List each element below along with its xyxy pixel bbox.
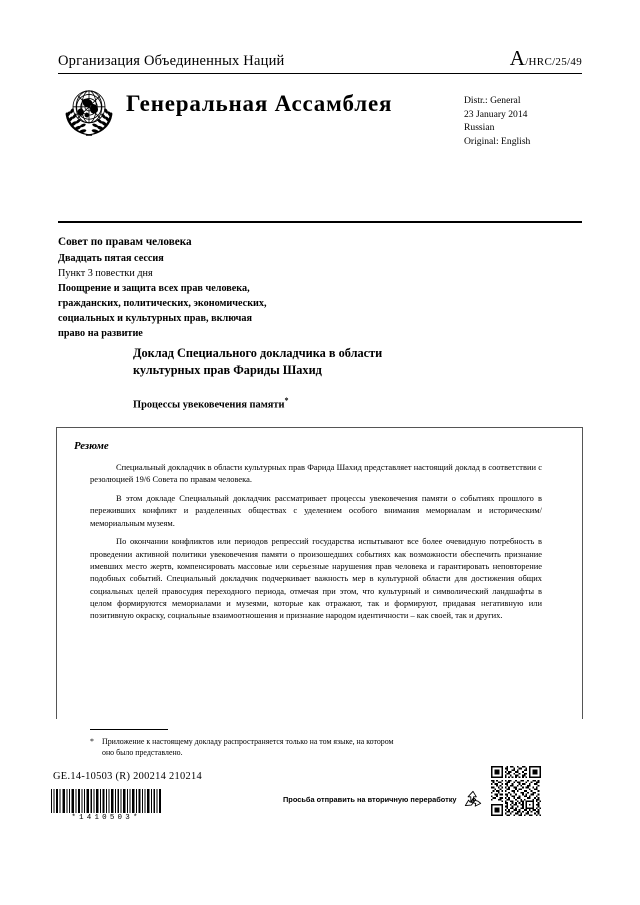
barcode-digits: *1410503* [71,814,141,822]
session-block [58,234,388,341]
masthead-divider [58,73,582,74]
agenda-title-line-3: социальных и культурных прав, включая [58,312,252,324]
footnote-text-line-1: Приложение к настоящему докладу распространяется только на том языке, на котором [102,737,394,746]
distribution-original: Original: English [464,135,531,147]
distribution-language: Russian [464,122,495,134]
council-name: Совет по правам человека [58,236,192,248]
summary-label: Резюме [74,440,109,452]
document-symbol-letter: A [509,46,526,70]
summary-paragraph: В этом докладе Специальный докладчик рассматривает процессы увековечения памяти о событиях прошлого в переживших конфликт и разделенных обществах с уделением особого внимания мемориалам и историческим/мемориальным музеям. [90,493,542,528]
barcode [50,789,162,822]
report-subtitle-text: Процессы увековечения памяти [133,399,285,411]
agenda-title-line-2: гражданских, политических, экономических, [58,297,267,309]
session-number: Двадцать пятая сессия [58,252,164,264]
report-title-line-1: Доклад Специального докладчика в области [133,346,383,360]
document-symbol [510,48,582,69]
masthead-bottom-row [58,82,582,148]
summary-body [90,461,542,622]
agenda-title-line-1: Поощрение и защита всех прав человека, [58,282,250,294]
masthead-top-row [58,48,582,70]
job-number: GE.14-10503 (R) 200214 210214 [53,771,202,782]
agenda-title-line-4: право на развитие [58,328,143,340]
recycle-note: Просьба отправить на вторичную переработку [283,795,457,804]
un-emblem-icon [58,84,120,140]
document-symbol-number: /HRC/25/49 [525,56,582,68]
qr-code-icon [491,766,541,816]
report-title [133,345,533,378]
summary-paragraph: Специальный докладчик в области культурных прав Фарида Шахид представляет настоящий доклад в соответствии с резолюцией 19/6 Совета по правам человека. [90,462,542,485]
organization-name: Организация Объединенных Наций [58,53,285,69]
distribution-type: Distr.: General [464,95,521,106]
masthead [58,48,582,148]
distribution-block [454,82,582,148]
general-assembly-title: Генеральная Ассамблея [126,91,393,116]
summary-paragraph: По окончании конфликтов или периодов репрессий государства испытывают все более очевидную потребность в проведении активной политики увековечения памяти о произошедших событиях как возможности обеспечить признание имевших место жертв, компенсировать массовые или серьезные нарушения прав человека и гарантировать неповторение подобных событий. Специальный докладчик подчеркивает важность мер в культурной области для достижения общих социальных целей правосудия переходного периода, отмечая при этом, что культурный и символический ландшафты в целом формируются мемориалами и музеями, которые как отражают, так и формируют, придавая негативную или позитивную окраску, социальные взаимоотношения и признание народом идентичности – как своей, так и других. [90,536,542,621]
footnote-marker: * [90,737,94,746]
agenda-item: Пункт 3 повестки дня [58,267,153,279]
report-subtitle-footnote-marker: * [284,396,289,405]
recycle-icon [462,789,484,809]
report-subtitle [133,396,533,410]
report-title-line-2: культурных прав Фариды Шахид [133,362,322,377]
footnote-divider [90,729,168,730]
distribution-date: 23 January 2014 [464,108,528,120]
footnote [90,736,542,759]
barcode-bars-icon [50,789,162,813]
footnote-text-line-2: оно было представлено. [102,748,183,758]
header-heavy-divider [58,221,582,223]
